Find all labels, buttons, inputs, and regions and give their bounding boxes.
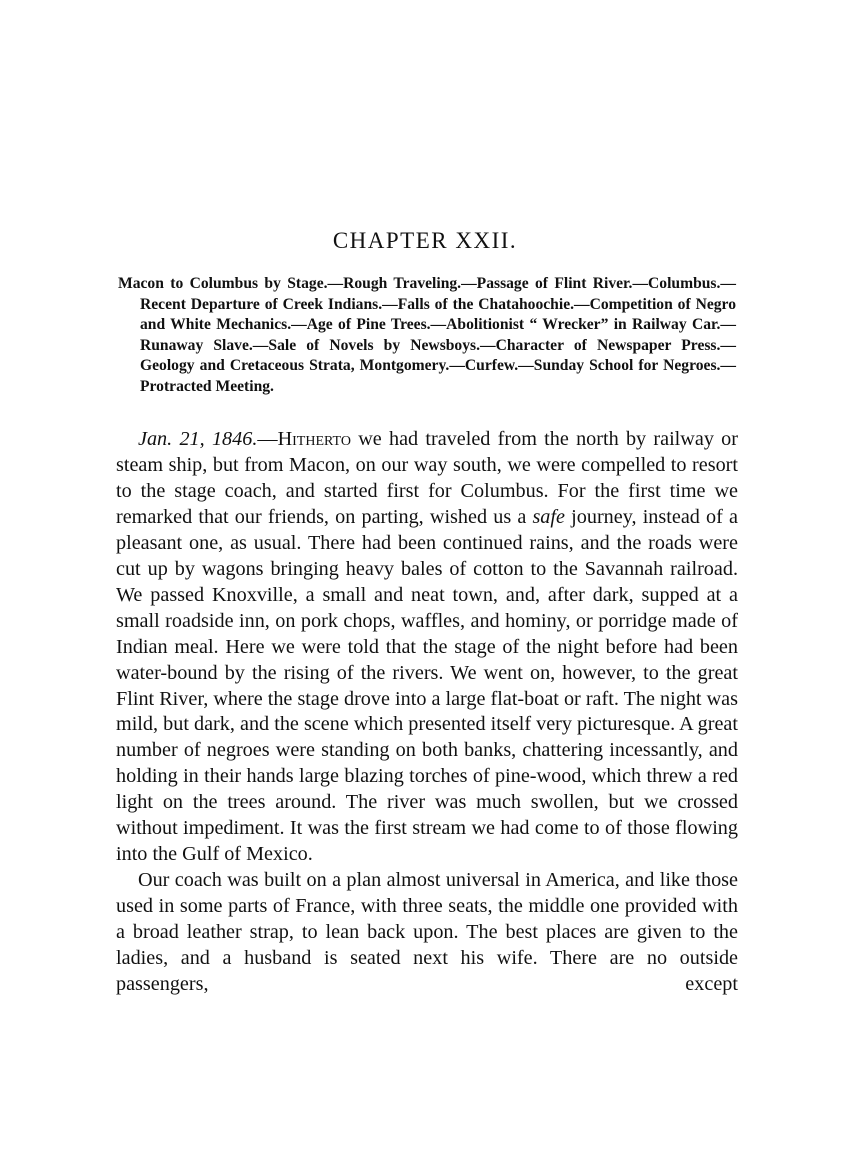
- paragraph-1: [116, 427, 738, 868]
- entry-date: Jan. 21, 1846.: [138, 428, 258, 450]
- first-word: Hitherto: [277, 428, 351, 450]
- paragraph-2: Our coach was built on a plan almost universal in America, and like those used in some parts of France, with three seats, the middle one provided with a broad leather strap, to lean back upon. The best places are given to the ladies, and a husband is seated next his wife. There are no outside passengers, except: [116, 869, 738, 996]
- chapter-summary: Macon to Columbus by Stage.—Rough Traveling.—Passage of Flint River.—Columbus.—Recent Departure of Creek Indians.—Falls of the Chatahoochie.—Competition of Negro and White Mechanics.—Age of Pine Trees.—Abolitionist “ Wrecker” in Railway Car.—Runaway Slave.—Sale of Novels by Newsboys.—Character of Newspaper Press.—Geology and Cretaceous Strata, Montgomery.—Curfew.—Sunday School for Negroes.—Protracted Meeting.: [118, 275, 736, 395]
- emphasis-safe: safe: [532, 505, 565, 528]
- paragraph-1-text-a: we had traveled from the north by railway or steam ship, but from Macon, on our way south, we were compelled to resort to the stage coach, and started first for Columbus. For the first time we remarked that our friends, on parting, wished us a: [116, 428, 738, 528]
- paragraph-1-text-b: journey, instead of a pleasant one, as usual. There had been continued rains, and the roads were cut up by wagons bringing heavy bales of cotton to the Savannah railroad. We passed Knoxville, a small and neat town, and, after dark, supped at a small roadside inn, on pork chops, waffles, and hominy, or porridge made of Indian meal. Here we were told that the stage of the night before had been water-bound by the rising of the rivers. We went on, however, to the great Flint River, where the stage drove into a large flat-boat or raft. The night was mild, but dark, and the scene which presented itself very picturesque. A great number of negroes were standing on both banks, chattering incessantly, and holding in their hands large blazing torches of pine-wood, which threw a red light on the trees around. The river was much swollen, but we crossed without impediment. It was the first stream we had come to of those flowing into the Gulf of Mexico.: [116, 505, 738, 866]
- dash: —: [257, 428, 278, 450]
- chapter-title: CHAPTER XXII.: [332, 228, 518, 253]
- body-text: [116, 427, 738, 998]
